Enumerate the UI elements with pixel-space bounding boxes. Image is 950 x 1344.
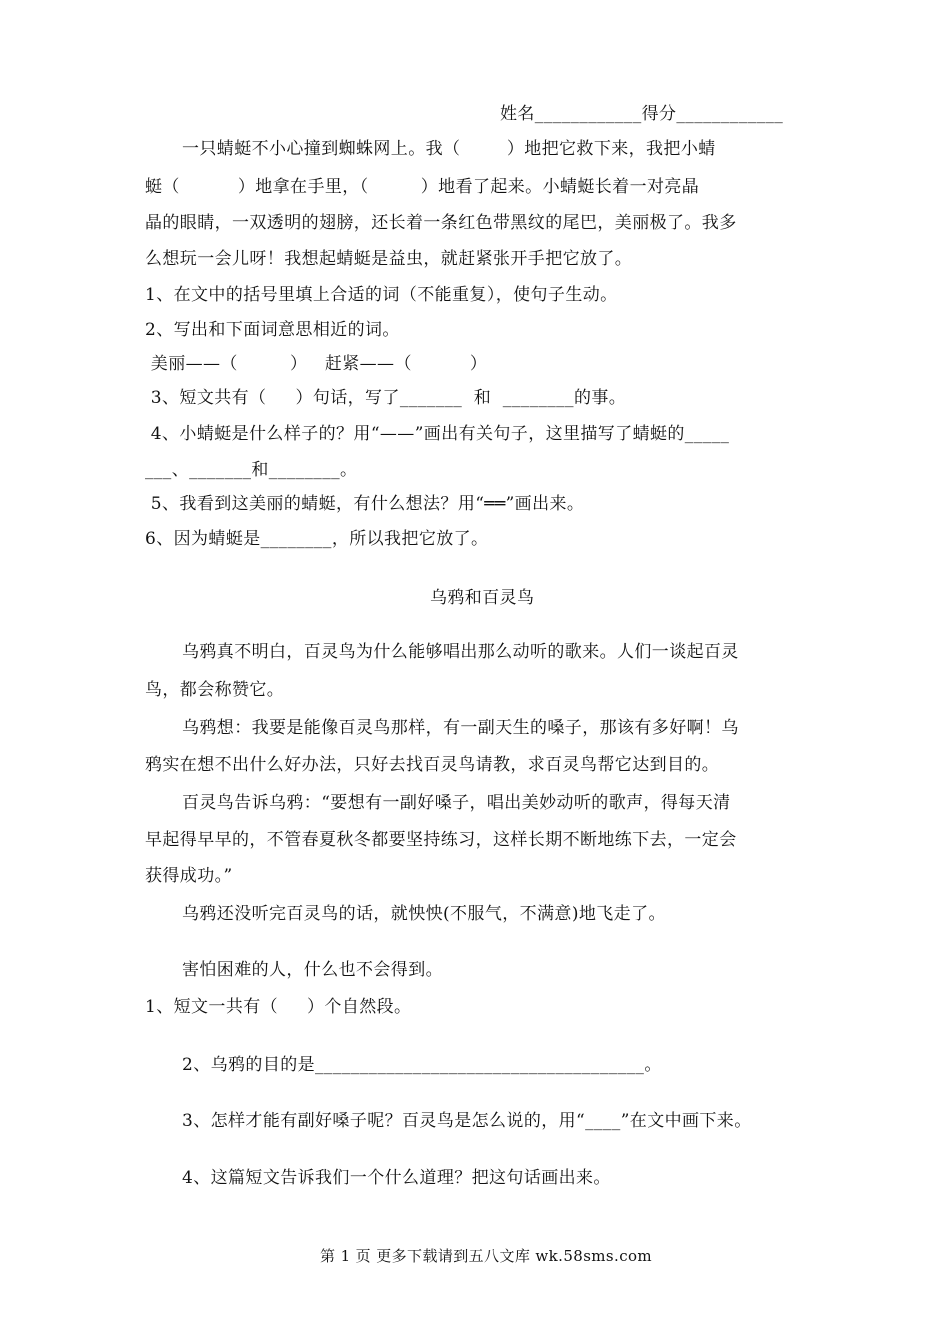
passage1-line-4: 么想玩一会儿呀！我想起蜻蜓是益虫，就赶紧张开手把它放了。 [145,249,633,269]
question1-3: 3、短文共有（ ）句话，写了_______ 和 ________的事。 [145,388,627,408]
passage2-line-1: 乌鸦真不明白，百灵鸟为什么能够唱出那么动听的歌来。人们一谈起百灵 [182,642,739,662]
question1-1: 1、在文中的括号里填上合适的词（不能重复），使句子生动。 [145,285,618,305]
passage2-line-5: 百灵鸟告诉乌鸦：“要想有一副好嗓子，唱出美妙动听的歌声，得每天清 [182,793,731,813]
passage2-line-6: 早起得早早的，不管春夏秋冬都要坚持练习，这样长期不断地练下去，一定会 [145,830,737,850]
question1-2: 2、写出和下面词意思相近的词。 [145,320,400,340]
passage1-line-1: 一只蜻蜓不小心撞到蜘蛛网上。我（ ）地把它救下来，我把小蜻 [182,139,716,159]
question1-5: 5、我看到这美丽的蜻蜓，有什么想法？用“══”画出来。 [145,494,585,514]
page-footer: 第 1 页 更多下载请到五八文库 wk.58sms.com [320,1247,653,1265]
passage2-line-8: 乌鸦还没听完百灵鸟的话，就怏怏(不服气，不满意)地飞走了。 [182,904,666,924]
question2-2: 2、乌鸦的目的是_____________________________________。 [182,1055,662,1075]
passage1-line-2: 蜓（ ）地拿在手里，（ ）地看了起来。小蜻蜓长着一对亮晶 [145,177,700,197]
passage2-moral: 害怕困难的人，什么也不会得到。 [182,960,443,980]
question1-4-cont: ___、_______和________。 [145,460,358,480]
name-score-line: 姓名____________得分____________ [500,104,784,124]
question1-6: 6、因为蜻蜓是________，所以我把它放了。 [145,529,489,549]
passage2-line-7: 获得成功。” [145,866,233,886]
passage2-line-3: 乌鸦想：我要是能像百灵鸟那样，有一副天生的嗓子，那该有多好啊！乌 [182,718,739,738]
passage2-line-4: 鸦实在想不出什么好办法，只好去找百灵鸟请教，求百灵鸟帮它达到目的。 [145,755,720,775]
question2-3: 3、怎样才能有副好嗓子呢？百灵鸟是怎么说的，用“____”在文中画下来。 [182,1111,752,1131]
story-title: 乌鸦和百灵鸟 [430,588,535,608]
question2-4: 4、这篇短文告诉我们一个什么道理？把这句话画出来。 [182,1168,611,1188]
passage2-line-2: 鸟，都会称赞它。 [145,680,285,700]
question2-1: 1、短文一共有（ ）个自然段。 [145,997,412,1017]
question1-4: 4、小蜻蜓是什么样子的？用“——”画出有关句子，这里描写了蜻蜓的_____ [145,424,730,444]
passage1-line-3: 晶的眼睛，一双透明的翅膀，还长着一条红色带黑纹的尾巴，美丽极了。我多 [145,213,737,233]
question1-2-words: 美丽——（ ） 赶紧——（ ） [145,354,488,374]
